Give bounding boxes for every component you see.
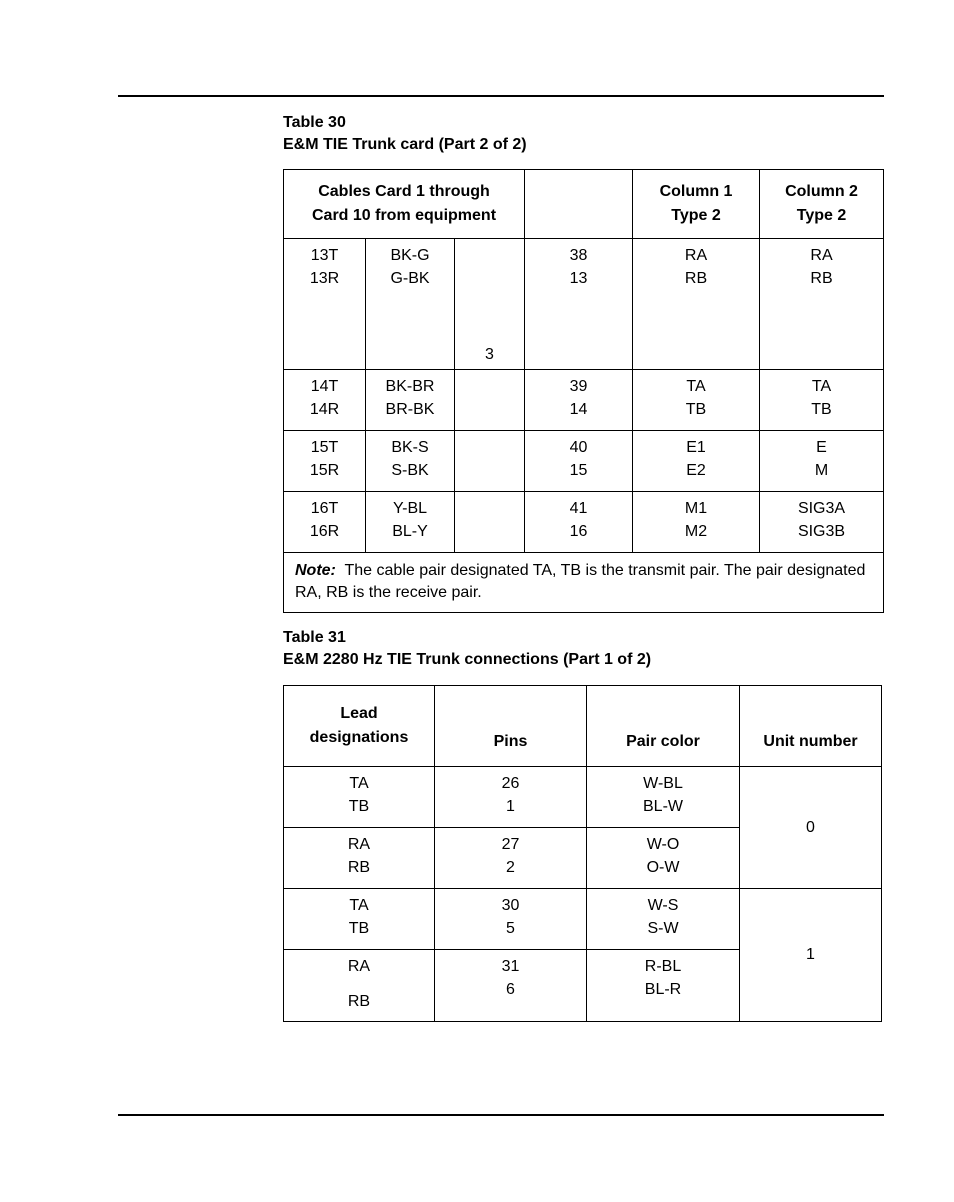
header-lead-line2: designations [309,729,409,746]
pair-color-cell [587,889,740,950]
table-row [284,239,884,370]
header-column-2-line1: Column 2 [785,183,858,200]
column-1-cell [633,370,760,431]
lead-text: 16T [310,500,339,517]
column-1-text: TB [685,401,707,418]
lead-cell [284,828,435,889]
lead-text: 15T [310,439,339,456]
lead-cell [284,767,435,828]
lead-text: RA [347,958,371,975]
pair-color-cell [587,828,740,889]
table-row [284,767,882,828]
column-1-text: M2 [684,523,708,540]
pins-text: 40 [569,439,588,456]
pins-text: 5 [506,920,515,937]
table-30-title: E&M TIE Trunk card (Part 2 of 2) [283,136,527,153]
pair-color-text: R-BL [644,958,682,975]
column-2-cell [760,239,884,370]
color-text: Y-BL [392,500,428,517]
pair-color-cell [587,767,740,828]
table-row [284,431,884,492]
column-1-cell [633,492,760,553]
table-note [284,553,884,613]
header-cables-line2: Card 10 from equipment [311,207,497,224]
lead-cell [284,492,366,553]
column-2-text: RA [810,247,833,264]
pins-text: 16 [569,523,588,540]
header-column-1 [633,170,760,239]
color-text: BK-G [390,247,430,264]
lead-cell [284,431,366,492]
pins-cell [435,828,587,889]
pair-color-cell [587,950,740,1022]
lead-text: 14T [310,378,339,395]
column-1-text: RA [684,247,708,264]
pair-color-text: S-W [647,920,679,937]
pins-text: 38 [569,247,588,264]
header-cables-line1: Cables Card 1 through [318,183,490,200]
column-1-cell [633,431,760,492]
column-1-text: E1 [686,439,706,456]
header-lead-line1: Lead [340,705,378,722]
column-2-text: SIG3A [797,500,846,517]
column-2-text: TB [811,401,832,418]
pair-color-text: W-O [646,836,680,853]
header-unit-number: Unit number [740,686,882,767]
pins-text: 6 [506,981,515,998]
bottom-rule [118,1114,884,1116]
pair-color-text: BL-W [643,798,683,815]
header-pins: Pins [435,686,587,767]
note-text: The cable pair designated TA, TB is the transmit pair. The pair designated RA, RB is the receive pair. [295,562,866,601]
table-30-caption [283,112,527,156]
unit-number-cell: 1 [740,889,882,1022]
pins-text: 30 [501,897,520,914]
column-2-text: TA [811,378,832,395]
pins-text: 31 [501,958,520,975]
table-row [284,889,882,950]
pair-color-text: W-S [647,897,679,914]
table-31-header-row [284,686,882,767]
lead-text: TA [349,775,369,792]
lead-text: 13T [310,247,339,264]
extra-text: 3 [485,346,494,363]
lead-text: TB [348,798,370,815]
pair-color-text: W-BL [643,775,683,792]
pins-text: 39 [569,378,588,395]
column-2-text: M [814,462,829,479]
note-label: Note: [295,562,336,579]
header-cables [284,170,525,239]
pins-text: 26 [501,775,520,792]
color-text: BL-Y [392,523,428,540]
header-column-1-line2: Type 2 [671,207,721,224]
table-row [284,370,884,431]
column-1-text: E2 [686,462,706,479]
table-31-caption [283,627,651,671]
table-30-label: Table 30 [283,114,346,131]
pins-text: 41 [569,500,588,517]
pins-cell [525,370,633,431]
table-row [284,492,884,553]
pins-cell [435,950,587,1022]
header-pair-color: Pair color [587,686,740,767]
pins-cell [525,239,633,370]
color-text: G-BK [390,270,430,287]
header-blank [525,170,633,239]
header-column-2 [760,170,884,239]
pins-text: 15 [569,462,588,479]
table-31-title: E&M 2280 Hz TIE Trunk connections (Part 1 of 2) [283,651,652,668]
table-30-note-row [284,553,884,613]
color-cell [366,370,455,431]
pins-text: 14 [569,401,588,418]
pair-color-text: O-W [646,859,680,876]
unit-number-cell: 0 [740,767,882,889]
pins-text: 13 [569,270,588,287]
pins-text: 1 [506,798,515,815]
header-column-2-line2: Type 2 [796,207,847,224]
column-2-text: SIG3B [797,523,846,540]
color-text: BK-S [391,439,429,456]
column-1-text: RB [684,270,708,287]
pins-text: 2 [506,859,515,876]
table-30-header-row [284,170,884,239]
lead-cell [284,239,366,370]
color-cell [366,239,455,370]
color-text: BR-BK [385,401,435,418]
lead-cell [284,950,435,1022]
lead-text: 14R [309,401,340,418]
table-31 [283,685,882,1022]
color-text: S-BK [391,462,429,479]
column-2-cell [760,370,884,431]
column-2-text: E [816,439,827,456]
color-cell [366,492,455,553]
pins-text: 27 [501,836,520,853]
table-31-label: Table 31 [283,629,346,646]
lead-text: RB [347,993,371,1010]
top-rule [118,95,884,97]
column-1-cell [633,239,760,370]
color-cell [366,431,455,492]
pins-cell [435,767,587,828]
pair-color-text: BL-R [644,981,682,998]
extra-cell [455,431,525,492]
pins-cell [525,492,633,553]
lead-text: TB [348,920,370,937]
pins-cell [525,431,633,492]
lead-cell [284,370,366,431]
column-2-cell [760,492,884,553]
column-1-text: TA [686,378,706,395]
lead-text: 15R [309,462,340,479]
table-30 [283,169,884,613]
header-column-1-line1: Column 1 [659,183,733,200]
lead-cell [284,889,435,950]
header-lead-designations [284,686,435,767]
pins-cell [435,889,587,950]
extra-cell [455,239,525,370]
lead-text: RA [347,836,371,853]
extra-cell [455,492,525,553]
lead-text: 13R [309,270,340,287]
lead-text: TA [349,897,369,914]
lead-text: 16R [309,523,340,540]
column-2-text: RB [810,270,833,287]
color-text: BK-BR [385,378,435,395]
extra-cell [455,370,525,431]
lead-text: RB [347,859,371,876]
column-2-cell [760,431,884,492]
column-1-text: M1 [684,500,708,517]
